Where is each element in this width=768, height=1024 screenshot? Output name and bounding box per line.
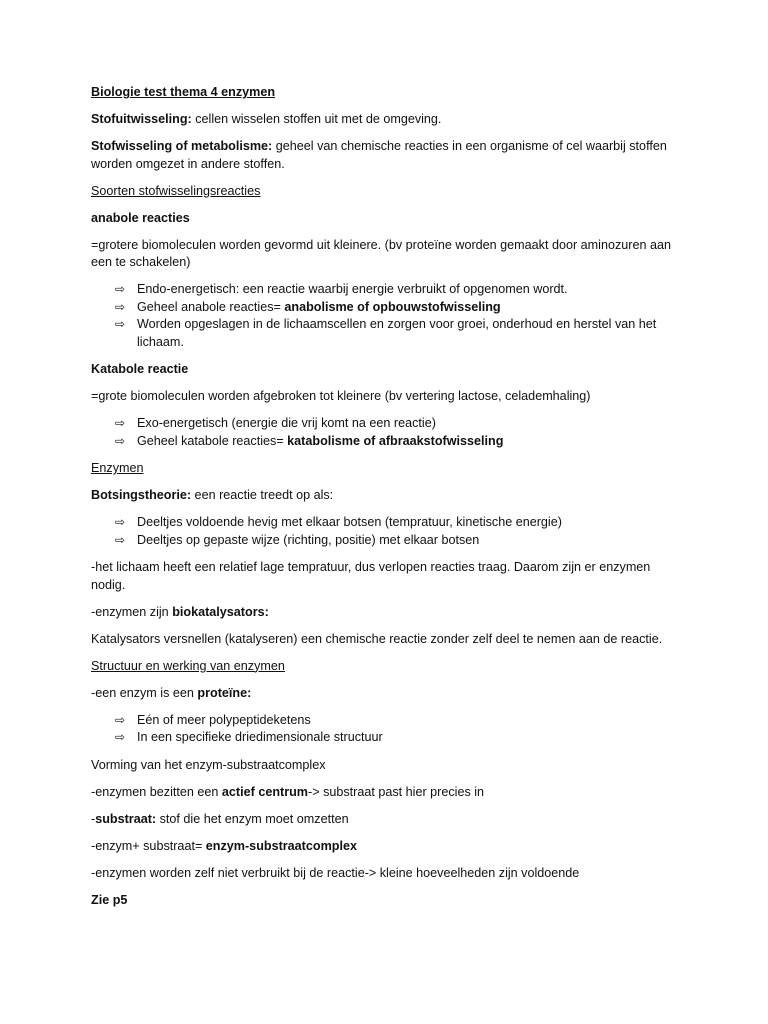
arrow-right-icon: ⇨: [115, 282, 126, 296]
list-item-text: Geheel anabole reacties=: [137, 299, 285, 314]
definition-stofwisseling: [91, 138, 679, 173]
list-item: [115, 712, 679, 730]
arrow-right-icon: ⇨: [115, 712, 126, 727]
subheading-katabole: Katabole reactie: [91, 362, 189, 376]
arrow-right-icon: ⇨: [115, 515, 126, 529]
term-label: Botsingstheorie:: [91, 488, 192, 502]
section-heading-structuur: Structuur en werking van enzymen: [91, 658, 285, 673]
bold-text: substraat:: [95, 811, 157, 826]
proteine-list: [91, 712, 679, 747]
list-item: [115, 729, 679, 747]
arrow-right-icon: ⇨: [115, 299, 126, 314]
list-item-text: Worden opgeslagen in de lichaamscellen en zorgen voor groei, onderhoud en herstel van het lichaam.: [137, 317, 657, 349]
paragraph-actief-centrum: [91, 784, 679, 802]
list-item-text: Geheel katabole reacties=: [137, 433, 288, 448]
list-item-text: Deeltjes voldoende hevig met elkaar botsen (tempratuur, kinetische energie): [137, 515, 562, 529]
term-text: een reactie treedt op als:: [191, 488, 334, 502]
anabole-list: [91, 281, 679, 351]
botsing-list: [91, 514, 679, 549]
document-body: [91, 84, 679, 919]
text: -een enzym is een: [91, 685, 198, 700]
bold-text: enzym-substraatcomplex: [205, 838, 357, 853]
list-item-text: Eén of meer polypeptideketens: [137, 712, 311, 727]
text: stof die het enzym moet omzetten: [156, 811, 349, 826]
text: -: [91, 811, 96, 826]
list-item-bold-text: katabolisme of afbraakstofwisseling: [287, 433, 504, 448]
term-text: cellen wisselen stoffen uit met de omgeving.: [191, 112, 442, 126]
list-item: [115, 514, 679, 532]
arrow-right-icon: ⇨: [115, 433, 126, 448]
section-heading-soorten: Soorten stofwisselingsreacties: [91, 183, 261, 198]
section-heading-enzymen: Enzymen: [91, 461, 144, 475]
paragraph-verbruikt: -enzymen worden zelf niet verbruikt bij de reactie-> kleine hoeveelheden zijn voldoende: [91, 865, 580, 880]
subheading-anabole: anabole reacties: [91, 210, 190, 225]
katabole-list: [91, 415, 679, 450]
paragraph-complex: [91, 838, 679, 856]
paragraph-substraat: [91, 811, 679, 829]
arrow-right-icon: ⇨: [115, 532, 126, 547]
text: -> substraat past hier precies in: [308, 784, 485, 799]
list-item-text: Endo-energetisch: een reactie waarbij energie verbruikt of opgenomen wordt.: [137, 282, 568, 296]
list-item-bold-text: anabolisme of opbouwstofwisseling: [284, 299, 501, 314]
list-item: [115, 415, 679, 433]
paragraph-vorming: Vorming van het enzym-substraatcomplex: [91, 757, 326, 772]
term-label: Stofuitwisseling:: [91, 112, 192, 126]
arrow-right-icon: ⇨: [115, 416, 126, 430]
text: -enzymen zijn: [91, 604, 173, 619]
katabole-description: =grote biomoleculen worden afgebroken tot kleinere (bv vertering lactose, celademhaling): [91, 389, 591, 403]
paragraph-katalysators: Katalysators versnellen (katalyseren) een chemische reactie zonder zelf deel te nemen aan de reactie.: [91, 631, 663, 646]
arrow-right-icon: ⇨: [115, 730, 126, 744]
list-item: [115, 316, 679, 351]
paragraph-zie: Zie p5: [91, 892, 128, 907]
term-text: geheel van chemische reacties in een organisme of cel waarbij stoffen worden omgezet in andere stoffen.: [91, 139, 667, 171]
text: -enzymen bezitten een: [91, 784, 222, 799]
arrow-right-icon: ⇨: [115, 317, 126, 331]
list-item-text: Exo-energetisch (energie die vrij komt na een reactie): [137, 416, 436, 430]
definition-stofuitwisseling: [91, 111, 679, 129]
anabole-description: =grotere biomoleculen worden gevormd uit kleinere. (bv proteïne worden gemaakt door aminozuren aan een te schakelen): [91, 237, 671, 269]
paragraph-lichaam: -het lichaam heeft een relatief lage tempratuur, dus verlopen reacties traag. Daarom zijn er enzymen nodig.: [91, 560, 651, 592]
paragraph-biokatalysators: [91, 604, 679, 622]
text: -enzym+ substraat=: [91, 838, 206, 853]
definition-botsingstheorie: [91, 487, 679, 505]
list-item-text: Deeltjes op gepaste wijze (richting, positie) met elkaar botsen: [137, 532, 480, 547]
list-item-text: In een specifieke driedimensionale structuur: [137, 730, 383, 744]
list-item: [115, 299, 679, 317]
bold-text: proteïne:: [197, 685, 252, 700]
bold-text: actief centrum: [221, 784, 309, 799]
term-label: Stofwisseling of metabolisme:: [91, 139, 273, 153]
bold-text: biokatalysators:: [172, 604, 269, 619]
list-item: [115, 532, 679, 550]
document-title: Biologie test thema 4 enzymen: [91, 85, 276, 99]
paragraph-proteine: [91, 685, 679, 703]
list-item: [115, 433, 679, 451]
list-item: [115, 281, 679, 299]
